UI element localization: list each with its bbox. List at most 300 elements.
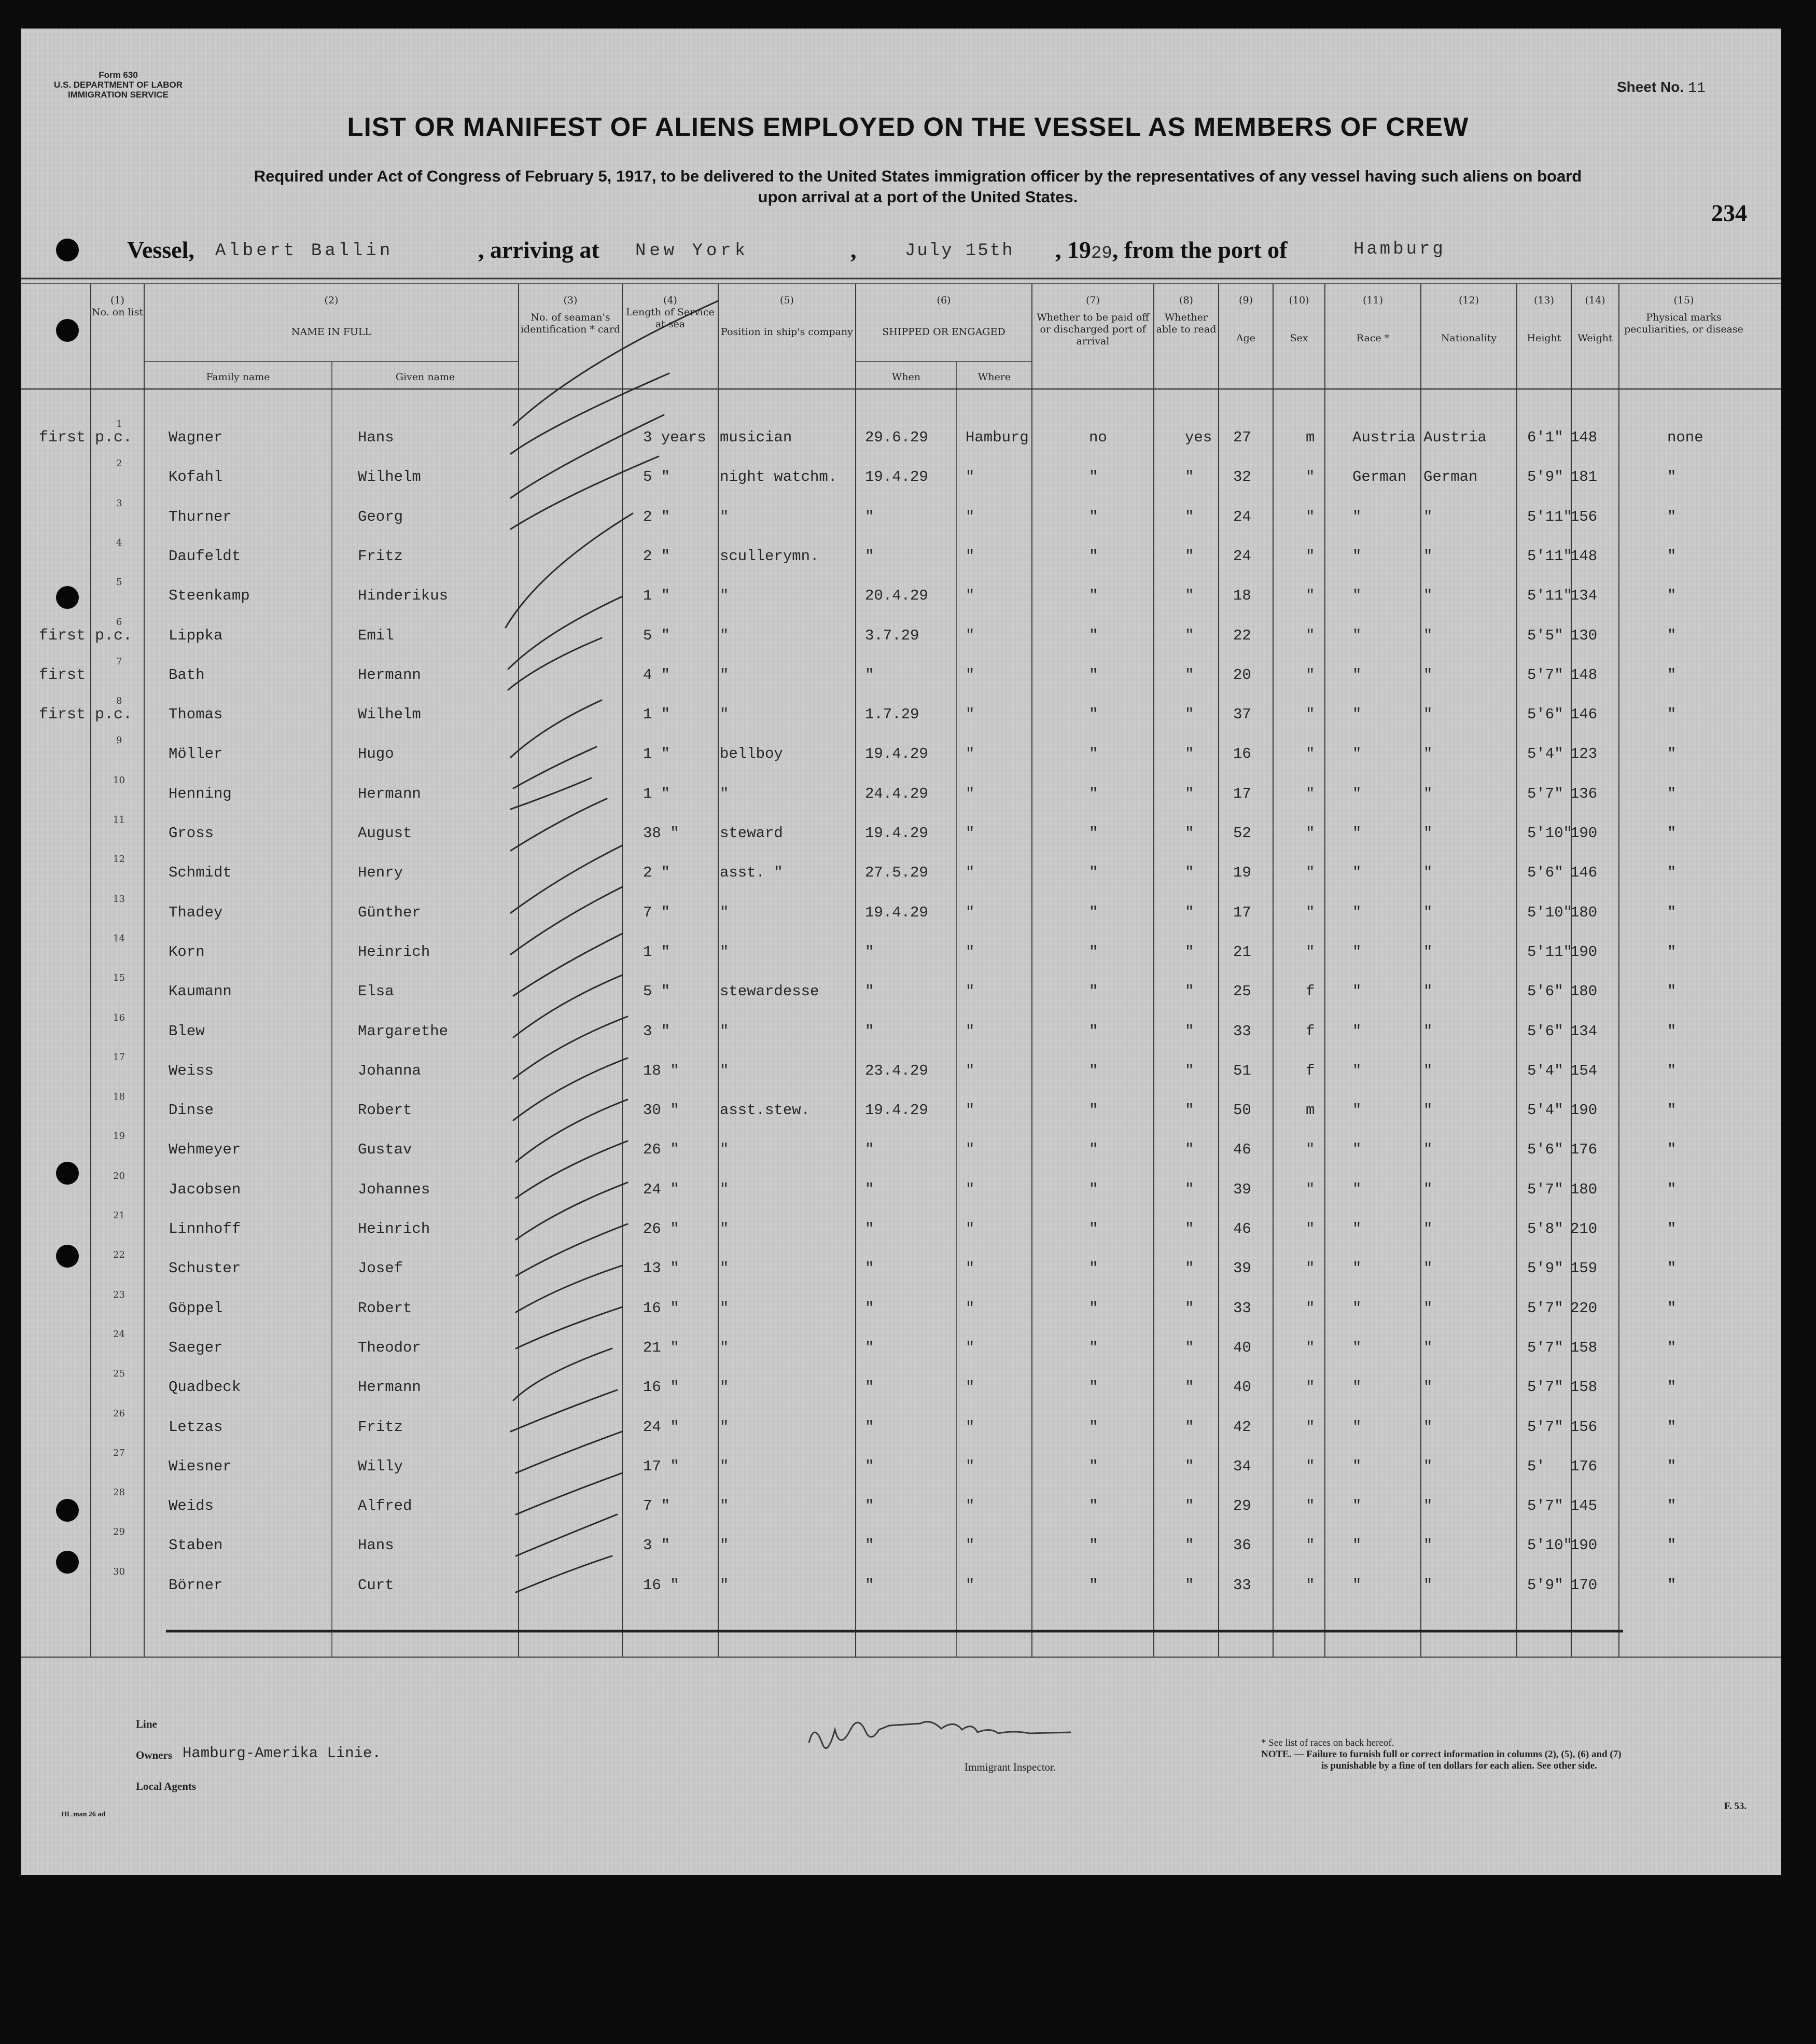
form-code: F. 53.	[1724, 1801, 1747, 1812]
list-number-cell: 14	[113, 933, 125, 944]
shipped-when-cell: "	[865, 1458, 874, 1475]
given-name-cell: Robert	[358, 1300, 412, 1317]
col-11-header: (11) Race *	[1356, 295, 1390, 344]
position-cell: "	[720, 1220, 729, 1237]
inspector-label: Immigrant Inspector.	[965, 1761, 1056, 1773]
position-cell: "	[720, 1339, 729, 1356]
given-name-cell: Fritz	[358, 548, 403, 565]
service-name: IMMIGRATION SERVICE	[68, 90, 169, 100]
height-cell: 5'11"	[1527, 548, 1573, 565]
race-cell: "	[1352, 1419, 1362, 1436]
list-number-cell: 30	[113, 1566, 125, 1577]
shipped-where-cell: "	[966, 666, 975, 684]
paid-off-cell: "	[1089, 785, 1098, 802]
comma-1: ,	[850, 237, 857, 263]
list-number-cell: 22	[113, 1249, 125, 1260]
able-to-read-cell: "	[1185, 983, 1194, 1000]
page-title: LIST OR MANIFEST OF ALIENS EMPLOYED ON THE VESSEL AS MEMBERS OF CREW	[347, 112, 1469, 142]
list-number-cell: 28	[113, 1487, 125, 1498]
sex-cell: "	[1306, 943, 1315, 961]
family-name-cell: Kofahl	[169, 468, 223, 485]
family-name-cell: Blew	[169, 1023, 205, 1040]
family-name-cell: Staben	[169, 1537, 223, 1554]
position-cell: asst. "	[720, 864, 783, 881]
height-cell: 5'5"	[1527, 627, 1563, 644]
physical-marks-cell: "	[1667, 1497, 1677, 1514]
list-number-cell: 20	[113, 1171, 125, 1181]
physical-marks-cell: "	[1667, 1537, 1677, 1554]
race-cell: "	[1352, 825, 1362, 842]
service-length-cell: 16 "	[643, 1300, 679, 1317]
age-cell: 32	[1233, 468, 1251, 485]
family-name-cell: Börner	[169, 1577, 223, 1594]
height-cell: 5'6"	[1527, 1141, 1563, 1158]
shipped-where-cell: "	[966, 1339, 975, 1356]
sheet-number-value: 11	[1688, 80, 1706, 96]
position-cell: "	[720, 1419, 729, 1436]
able-to-read-cell: "	[1185, 1419, 1194, 1436]
paid-off-cell: "	[1089, 1181, 1098, 1198]
paid-off-cell: "	[1089, 825, 1098, 842]
able-to-read-cell: "	[1185, 1141, 1194, 1158]
height-cell: 5'6"	[1527, 706, 1563, 723]
service-length-cell: 24 "	[643, 1181, 679, 1198]
nationality-cell: "	[1423, 1141, 1433, 1158]
paid-off-cell: "	[1089, 1497, 1098, 1514]
age-cell: 29	[1233, 1497, 1251, 1514]
weight-cell: 148	[1570, 429, 1598, 446]
age-cell: 22	[1233, 627, 1251, 644]
sex-cell: "	[1306, 785, 1315, 802]
family-name-cell: Gross	[169, 825, 214, 842]
service-length-cell: 7 "	[643, 1497, 670, 1514]
family-name-cell: Letzas	[169, 1419, 223, 1436]
position-cell: stewardesse	[720, 983, 819, 1000]
race-cell: "	[1352, 508, 1362, 525]
given-name-cell: Margarethe	[358, 1023, 449, 1040]
height-cell: 5'6"	[1527, 864, 1563, 881]
list-number-cell: 12	[113, 854, 125, 865]
list-number-cell: 29	[113, 1526, 125, 1537]
sex-cell: "	[1306, 1458, 1315, 1475]
able-to-read-cell: "	[1185, 627, 1194, 644]
race-cell: "	[1352, 1023, 1362, 1040]
nationality-cell: "	[1423, 943, 1433, 961]
list-number-cell: 10	[113, 775, 125, 786]
shipped-where-cell: "	[966, 1419, 975, 1436]
shipped-when-cell: "	[865, 1300, 874, 1317]
physical-marks-cell: "	[1667, 1181, 1677, 1198]
able-to-read-cell: "	[1185, 825, 1194, 842]
weight-cell: 190	[1570, 825, 1598, 842]
height-cell: 5'7"	[1527, 1497, 1563, 1514]
position-cell: "	[720, 904, 729, 921]
margin-note: first	[39, 666, 86, 684]
family-name-cell: Korn	[169, 943, 205, 961]
line-label: Line	[136, 1718, 157, 1730]
arrival-year: , 1929, from the port of	[1055, 237, 1288, 263]
race-cell: "	[1352, 666, 1362, 684]
able-to-read-cell: "	[1185, 1300, 1194, 1317]
subtitle-line-2: upon arrival at a port of the United States.	[758, 188, 1078, 206]
margin-note: first p.c.	[39, 429, 133, 447]
family-name-cell: Schuster	[169, 1260, 241, 1277]
position-cell: "	[720, 943, 729, 961]
given-name-cell: Heinrich	[358, 943, 430, 961]
sex-cell: "	[1306, 706, 1315, 723]
nationality-cell: "	[1423, 1497, 1433, 1514]
physical-marks-cell: "	[1667, 785, 1677, 802]
shipped-where-cell: "	[966, 1062, 975, 1079]
col-4-header: (4) Length of Service at sea	[626, 295, 715, 330]
shipped-where-cell: "	[966, 1181, 975, 1198]
given-name-cell: Theodor	[358, 1339, 421, 1356]
position-cell: "	[720, 1300, 729, 1317]
service-length-cell: 1 "	[643, 706, 670, 723]
shipped-where-cell: "	[966, 904, 975, 921]
sex-cell: "	[1306, 1220, 1315, 1237]
able-to-read-cell: "	[1185, 468, 1194, 485]
height-cell: 5'7"	[1527, 1181, 1563, 1198]
paid-off-cell: "	[1089, 864, 1098, 881]
paid-off-cell: "	[1089, 1023, 1098, 1040]
service-length-cell: 2 "	[643, 864, 670, 881]
paid-off-cell: "	[1089, 1062, 1098, 1079]
shipped-where-cell: "	[966, 1102, 975, 1119]
paid-off-cell: "	[1089, 1300, 1098, 1317]
service-length-cell: 13 "	[643, 1260, 679, 1277]
position-cell: "	[720, 666, 729, 684]
given-name-cell: Henry	[358, 864, 403, 881]
weight-cell: 176	[1570, 1458, 1598, 1475]
service-length-cell: 18 "	[643, 1062, 679, 1079]
race-cell: "	[1352, 1458, 1362, 1475]
owners-label: Owners	[136, 1749, 172, 1761]
nationality-cell: "	[1423, 1023, 1433, 1040]
physical-marks-cell: "	[1667, 943, 1677, 961]
physical-marks-cell: "	[1667, 1300, 1677, 1317]
shipped-where-cell: "	[966, 864, 975, 881]
family-name-cell: Quadbeck	[169, 1379, 241, 1396]
race-cell: "	[1352, 1181, 1362, 1198]
able-to-read-cell: "	[1185, 1339, 1194, 1356]
nationality-cell: "	[1423, 1300, 1433, 1317]
family-name-cell: Göppel	[169, 1300, 223, 1317]
position-cell: bellboy	[720, 745, 783, 762]
paid-off-cell: "	[1089, 706, 1098, 723]
age-cell: 40	[1233, 1379, 1251, 1396]
race-cell: "	[1352, 943, 1362, 961]
shipped-when-cell: 23.4.29	[865, 1062, 928, 1079]
position-cell: "	[720, 1181, 729, 1198]
physical-marks-cell: "	[1667, 1062, 1677, 1079]
shipped-when-cell: "	[865, 1339, 874, 1356]
list-number-cell: 19	[113, 1131, 125, 1142]
sex-cell: "	[1306, 1181, 1315, 1198]
age-cell: 33	[1233, 1300, 1251, 1317]
col-9-header: (9) Age	[1236, 295, 1256, 344]
list-number-cell: 27	[113, 1448, 125, 1458]
height-cell: 5'11"	[1527, 508, 1573, 525]
service-length-cell: 21 "	[643, 1339, 679, 1356]
able-to-read-cell: "	[1185, 1023, 1194, 1040]
paid-off-cell: "	[1089, 943, 1098, 961]
sex-cell: m	[1306, 429, 1315, 446]
weight-cell: 190	[1570, 943, 1598, 961]
age-cell: 20	[1233, 666, 1251, 684]
vessel-label: Vessel,	[127, 237, 194, 263]
service-length-cell: 38 "	[643, 825, 679, 842]
paid-off-cell: "	[1089, 1419, 1098, 1436]
given-name-cell: Georg	[358, 508, 403, 525]
list-number-cell: 26	[113, 1408, 125, 1419]
family-name-cell: Schmidt	[169, 864, 232, 881]
height-cell: 6'1"	[1527, 429, 1563, 446]
height-cell: 5'4"	[1527, 1102, 1563, 1119]
list-number-cell: 6	[116, 617, 122, 628]
shipped-where-cell: "	[966, 1141, 975, 1158]
paid-off-cell: "	[1089, 1379, 1098, 1396]
height-cell: 5'7"	[1527, 785, 1563, 802]
shipped-when-cell: 24.4.29	[865, 785, 928, 802]
shipped-when-cell: "	[865, 983, 874, 1000]
race-cell: "	[1352, 785, 1362, 802]
physical-marks-cell: "	[1667, 1220, 1677, 1237]
service-length-cell: 2 "	[643, 548, 670, 565]
shipped-where-cell: "	[966, 1300, 975, 1317]
fine-note-1: NOTE. — Failure to furnish full or correct information in columns (2), (5), (6) and (7)	[1261, 1749, 1622, 1760]
given-name-cell: Johannes	[358, 1181, 430, 1198]
race-cell: "	[1352, 864, 1362, 881]
race-cell: German	[1352, 468, 1407, 485]
col-12-header: (12) Nationality	[1441, 295, 1497, 344]
position-cell: asst.stew.	[720, 1102, 811, 1119]
sex-cell: "	[1306, 666, 1315, 684]
height-cell: 5'9"	[1527, 468, 1563, 485]
nationality-cell: "	[1423, 1220, 1433, 1237]
shipped-where-cell: Hamburg	[966, 429, 1029, 446]
height-cell: 5'6"	[1527, 1023, 1563, 1040]
able-to-read-cell: "	[1185, 1577, 1194, 1594]
nationality-cell: "	[1423, 1577, 1433, 1594]
position-cell: "	[720, 706, 729, 723]
height-cell: 5'7"	[1527, 1379, 1563, 1396]
age-cell: 21	[1233, 943, 1251, 961]
service-length-cell: 4 "	[643, 666, 670, 684]
margin-note: first p.c.	[39, 706, 133, 724]
sex-cell: "	[1306, 1260, 1315, 1277]
list-number-cell: 15	[113, 972, 125, 983]
list-number-cell: 8	[116, 696, 122, 706]
shipped-when-cell: 20.4.29	[865, 587, 928, 604]
shipped-when-cell: 3.7.29	[865, 627, 919, 644]
weight-cell: 190	[1570, 1102, 1598, 1119]
sex-cell: f	[1306, 1062, 1315, 1079]
family-name-cell: Wehmeyer	[169, 1141, 241, 1158]
paid-off-cell: "	[1089, 1220, 1098, 1237]
list-number-cell: 4	[116, 537, 122, 548]
inspector-signature	[809, 1722, 1071, 1748]
weight-cell: 159	[1570, 1260, 1598, 1277]
sex-cell: "	[1306, 825, 1315, 842]
paid-off-cell: "	[1089, 1102, 1098, 1119]
service-length-cell: 17 "	[643, 1458, 679, 1475]
paid-off-cell: "	[1089, 1537, 1098, 1554]
shipped-when-cell: "	[865, 1419, 874, 1436]
col-2-header: (2) NAME IN FULL	[291, 295, 372, 338]
physical-marks-cell: "	[1667, 666, 1677, 684]
height-cell: 5'7"	[1527, 666, 1563, 684]
height-cell: 5'11"	[1527, 943, 1573, 961]
list-number-cell: 18	[113, 1091, 125, 1102]
list-number-cell: 17	[113, 1052, 125, 1063]
nationality-cell: German	[1423, 468, 1478, 485]
height-cell: 5'10"	[1527, 904, 1573, 921]
col-5-header: (5) Position in ship's company	[721, 295, 853, 338]
position-cell: "	[720, 508, 729, 525]
nationality-cell: "	[1423, 785, 1433, 802]
age-cell: 33	[1233, 1023, 1251, 1040]
family-name-cell: Jacobsen	[169, 1181, 241, 1198]
able-to-read-cell: "	[1185, 1102, 1194, 1119]
shipped-when-cell: "	[865, 1141, 874, 1158]
sex-cell: "	[1306, 1141, 1315, 1158]
shipped-where-cell: "	[966, 706, 975, 723]
service-length-cell: 5 "	[643, 983, 670, 1000]
age-cell: 52	[1233, 825, 1251, 842]
shipped-when-cell: "	[865, 1181, 874, 1198]
weight-cell: 220	[1570, 1300, 1598, 1317]
family-name-cell: Linnhoff	[169, 1220, 241, 1237]
races-note: * See list of races on back hereof.	[1261, 1737, 1394, 1748]
nationality-cell: "	[1423, 1379, 1433, 1396]
page-number: 234	[1711, 200, 1747, 226]
position-cell: "	[720, 1023, 729, 1040]
physical-marks-cell: "	[1667, 548, 1677, 565]
nationality-cell: "	[1423, 1260, 1433, 1277]
list-number-cell: 24	[113, 1329, 125, 1340]
shipped-where-cell: "	[966, 1379, 975, 1396]
service-length-cell: 1 "	[643, 785, 670, 802]
col-6-header: (6) SHIPPED OR ENGAGED	[882, 295, 1005, 338]
race-cell: Austria	[1352, 429, 1416, 446]
race-cell: "	[1352, 1220, 1362, 1237]
service-length-cell: 1 "	[643, 943, 670, 961]
nationality-cell: "	[1423, 627, 1433, 644]
family-name-cell: Lippka	[169, 627, 223, 644]
weight-cell: 170	[1570, 1577, 1598, 1594]
service-length-cell: 24 "	[643, 1419, 679, 1436]
physical-marks-cell: "	[1667, 983, 1677, 1000]
given-name-cell: Alfred	[358, 1497, 412, 1514]
nationality-cell: "	[1423, 666, 1433, 684]
given-name-cell: Fritz	[358, 1419, 403, 1436]
shipped-where-cell: "	[966, 548, 975, 565]
able-to-read-cell: "	[1185, 706, 1194, 723]
list-number-cell: 13	[113, 894, 125, 905]
physical-marks-cell: "	[1667, 1023, 1677, 1040]
able-to-read-cell: "	[1185, 1181, 1194, 1198]
position-cell: "	[720, 1458, 729, 1475]
given-name-cell: Hermann	[358, 666, 421, 684]
able-to-read-cell: "	[1185, 785, 1194, 802]
shipped-where-cell: "	[966, 508, 975, 525]
given-name-cell: Willy	[358, 1458, 403, 1475]
service-length-cell: 3 years	[643, 429, 706, 446]
physical-marks-cell: "	[1667, 1260, 1677, 1277]
shipped-when-cell: "	[865, 1023, 874, 1040]
position-cell: night watchm.	[720, 468, 837, 485]
weight-cell: 148	[1570, 666, 1598, 684]
nationality-cell: "	[1423, 1339, 1433, 1356]
physical-marks-cell: "	[1667, 1577, 1677, 1594]
age-cell: 42	[1233, 1419, 1251, 1436]
race-cell: "	[1352, 1260, 1362, 1277]
family-name-cell: Thurner	[169, 508, 232, 525]
shipped-when-cell: "	[865, 1497, 874, 1514]
height-cell: 5'9"	[1527, 1260, 1563, 1277]
race-cell: "	[1352, 1102, 1362, 1119]
age-cell: 37	[1233, 706, 1251, 723]
able-to-read-cell: "	[1185, 745, 1194, 762]
given-name-cell: Robert	[358, 1102, 412, 1119]
paid-off-cell: no	[1089, 429, 1107, 446]
position-cell: "	[720, 587, 729, 604]
physical-marks-cell: "	[1667, 825, 1677, 842]
service-length-cell: 16 "	[643, 1577, 679, 1594]
nationality-cell: "	[1423, 1537, 1433, 1554]
sex-cell: "	[1306, 587, 1315, 604]
able-to-read-cell: yes	[1185, 429, 1212, 446]
nationality-cell: "	[1423, 1458, 1433, 1475]
given-name-cell: Hermann	[358, 785, 421, 802]
height-cell: 5'	[1527, 1458, 1545, 1475]
weight-cell: 146	[1570, 864, 1598, 881]
list-number-cell: 25	[113, 1368, 125, 1379]
height-cell: 5'7"	[1527, 1419, 1563, 1436]
race-cell: "	[1352, 706, 1362, 723]
shipped-when-cell: 29.6.29	[865, 429, 928, 446]
sex-cell: "	[1306, 508, 1315, 525]
given-name-cell: Elsa	[358, 983, 394, 1000]
paid-off-cell: "	[1089, 1458, 1098, 1475]
weight-cell: 148	[1570, 548, 1598, 565]
position-cell: scullerymn.	[720, 548, 819, 565]
weight-cell: 181	[1570, 468, 1598, 485]
able-to-read-cell: "	[1185, 587, 1194, 604]
local-agents-label: Local Agents	[136, 1780, 197, 1792]
given-name-cell: Josef	[358, 1260, 403, 1277]
age-cell: 17	[1233, 904, 1251, 921]
physical-marks-cell: "	[1667, 1458, 1677, 1475]
able-to-read-cell: "	[1185, 1379, 1194, 1396]
arriving-label: , arriving at	[478, 237, 599, 263]
owners-value: Hamburg-Amerika Linie.	[183, 1745, 381, 1762]
service-length-cell: 5 "	[643, 468, 670, 485]
weight-cell: 145	[1570, 1497, 1598, 1514]
nationality-cell: "	[1423, 706, 1433, 723]
weight-cell: 146	[1570, 706, 1598, 723]
height-cell: 5'8"	[1527, 1220, 1563, 1237]
height-cell: 5'4"	[1527, 1062, 1563, 1079]
given-name-cell: Hans	[358, 1537, 394, 1554]
sex-cell: "	[1306, 468, 1315, 485]
given-name-cell: Hugo	[358, 745, 394, 762]
physical-marks-cell: "	[1667, 508, 1677, 525]
height-cell: 5'10"	[1527, 825, 1573, 842]
nationality-cell: "	[1423, 983, 1433, 1000]
physical-marks-cell: "	[1667, 1102, 1677, 1119]
